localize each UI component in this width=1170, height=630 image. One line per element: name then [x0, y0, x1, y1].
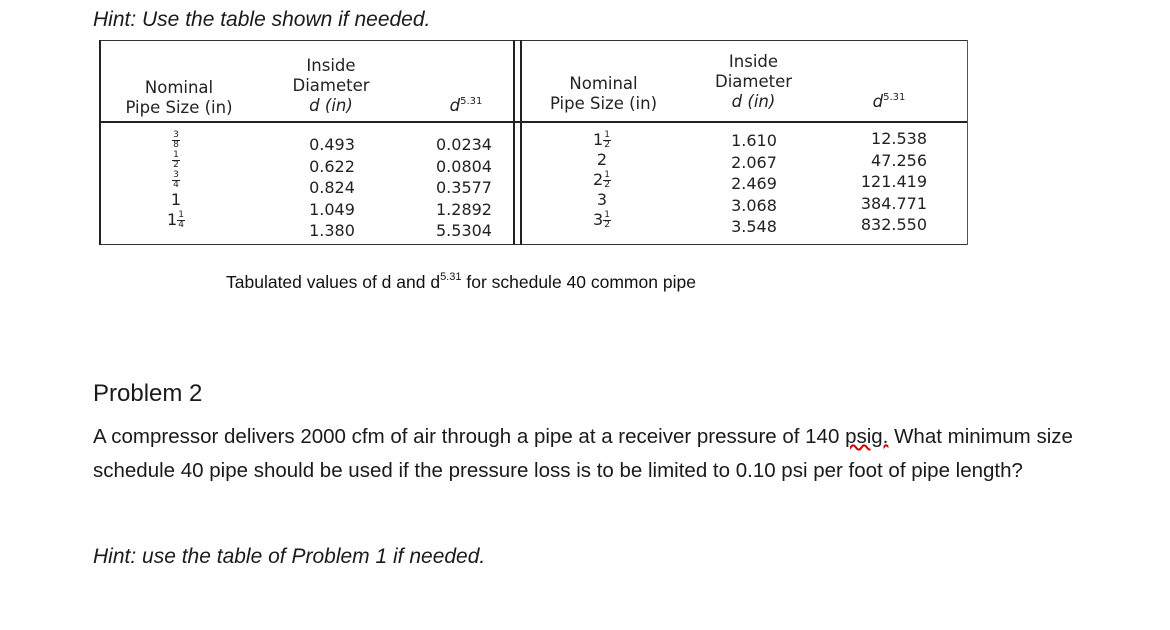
denominator: 4 — [173, 180, 179, 190]
header-line: Pipe Size (in) — [125, 98, 233, 117]
header-line: Pipe Size (in) — [549, 94, 658, 113]
nominal-size-cell — [161, 170, 191, 190]
nominal-size-cell — [161, 190, 191, 210]
cell-value: 1.049 — [309, 199, 355, 219]
nominal-size-cell — [587, 210, 617, 230]
numerator: 1 — [604, 210, 610, 220]
table-header-rule — [101, 121, 967, 123]
header-line: Inside — [306, 56, 356, 75]
hint-bottom: Hint: use the table of Problem 1 if needed. — [93, 545, 486, 568]
denominator: 8 — [173, 140, 179, 150]
cell-value: 0.824 — [309, 178, 355, 197]
left-nominal-column — [161, 130, 191, 230]
spellcheck-flagged-word[interactable]: psig. — [845, 425, 889, 448]
pipe-table — [99, 40, 968, 245]
cell-value: 3.548 — [731, 217, 777, 236]
header-exponent: 5.31 — [460, 96, 483, 107]
nominal-size-cell — [587, 190, 617, 210]
left-diameter-column — [287, 134, 377, 242]
numerator: 1 — [173, 150, 179, 160]
cell-value: 0.493 — [309, 135, 355, 154]
right-diameter-column — [709, 130, 799, 238]
cell-value: 47.256 — [871, 150, 927, 170]
header-line: Diameter — [714, 72, 793, 91]
cell-value: 0.622 — [309, 156, 355, 176]
fraction — [177, 211, 185, 230]
whole-number: 1 — [167, 210, 178, 229]
cell-value: 0.3577 — [436, 178, 492, 197]
problem-text: What minimum size schedule 40 pipe should be used if the pressure loss is to be limited to 0.10 psi per foot of pipe length? — [93, 425, 1073, 482]
cell-value: 5.5304 — [436, 221, 492, 240]
nominal-size-cell — [161, 210, 191, 230]
denominator: 2 — [173, 160, 179, 170]
whole-number: 3 — [596, 190, 608, 209]
right-diameter-header — [691, 52, 816, 112]
header-base: d — [872, 92, 884, 111]
table-bottom-rule — [101, 244, 967, 245]
numerator: 1 — [604, 170, 610, 180]
header-base: d — [449, 96, 461, 115]
whole-number: 1 — [170, 190, 182, 209]
caption-text: for schedule 40 common pipe — [461, 272, 696, 292]
fraction — [172, 131, 180, 150]
numerator: 1 — [604, 130, 610, 140]
nominal-size-cell — [587, 130, 617, 150]
left-d531-column — [419, 134, 509, 242]
cell-value: 1.610 — [731, 131, 777, 150]
right-nominal-header — [536, 74, 671, 114]
cell-value: 2.469 — [731, 174, 777, 193]
nominal-size-cell — [587, 150, 617, 170]
right-nominal-column — [587, 130, 617, 230]
table-double-divider — [513, 40, 522, 245]
numerator: 1 — [178, 210, 184, 220]
right-d531-header — [839, 88, 939, 112]
header-line: Inside — [728, 52, 779, 71]
nominal-size-cell — [161, 130, 191, 150]
cell-value: 1.2892 — [436, 199, 492, 219]
hint-top: Hint: Use the table shown if needed. — [93, 8, 431, 31]
cell-value: 0.0804 — [436, 156, 492, 176]
problem-statement — [93, 420, 1133, 488]
cell-value: 0.0234 — [436, 135, 492, 154]
fraction — [603, 171, 611, 190]
header-line: Diameter — [292, 76, 370, 95]
left-nominal-header — [109, 78, 249, 118]
header-line: Nominal — [144, 78, 214, 97]
header-line: Nominal — [569, 74, 638, 93]
cell-value: 2.067 — [731, 152, 777, 172]
cell-value: 1.380 — [309, 221, 355, 240]
left-diameter-header — [266, 56, 396, 116]
cell-value: 832.550 — [860, 215, 927, 234]
numerator: 3 — [173, 130, 179, 140]
denominator: 2 — [604, 180, 610, 190]
cell-value: 12.538 — [871, 129, 927, 148]
cell-value: 121.419 — [860, 172, 927, 191]
problem-title: Problem 2 — [93, 380, 203, 407]
problem-text: A compressor delivers 2000 cfm of air through a pipe at a receiver pressure of 140 — [93, 425, 846, 448]
header-line: d (in) — [731, 92, 776, 111]
table-caption — [226, 271, 696, 293]
fraction — [603, 211, 611, 230]
caption-text: Tabulated values of d and d — [226, 272, 441, 292]
denominator: 4 — [178, 220, 184, 230]
header-line: d (in) — [309, 96, 353, 115]
whole-number: 1 — [593, 130, 604, 149]
fraction — [603, 131, 611, 150]
fraction — [172, 171, 180, 190]
fraction — [172, 151, 180, 170]
whole-number: 3 — [593, 210, 604, 229]
left-d531-header — [431, 92, 501, 116]
caption-exponent: 5.31 — [440, 271, 462, 283]
denominator: 2 — [604, 140, 610, 150]
right-d531-column — [831, 128, 927, 236]
whole-number: 2 — [593, 170, 604, 189]
denominator: 2 — [604, 220, 610, 230]
table-top-rule — [101, 40, 967, 41]
whole-number: 2 — [596, 150, 608, 169]
nominal-size-cell — [161, 150, 191, 170]
nominal-size-cell — [587, 170, 617, 190]
cell-value: 3.068 — [731, 195, 777, 215]
cell-value: 384.771 — [860, 193, 927, 213]
numerator: 3 — [173, 170, 179, 180]
header-exponent: 5.31 — [883, 92, 906, 103]
